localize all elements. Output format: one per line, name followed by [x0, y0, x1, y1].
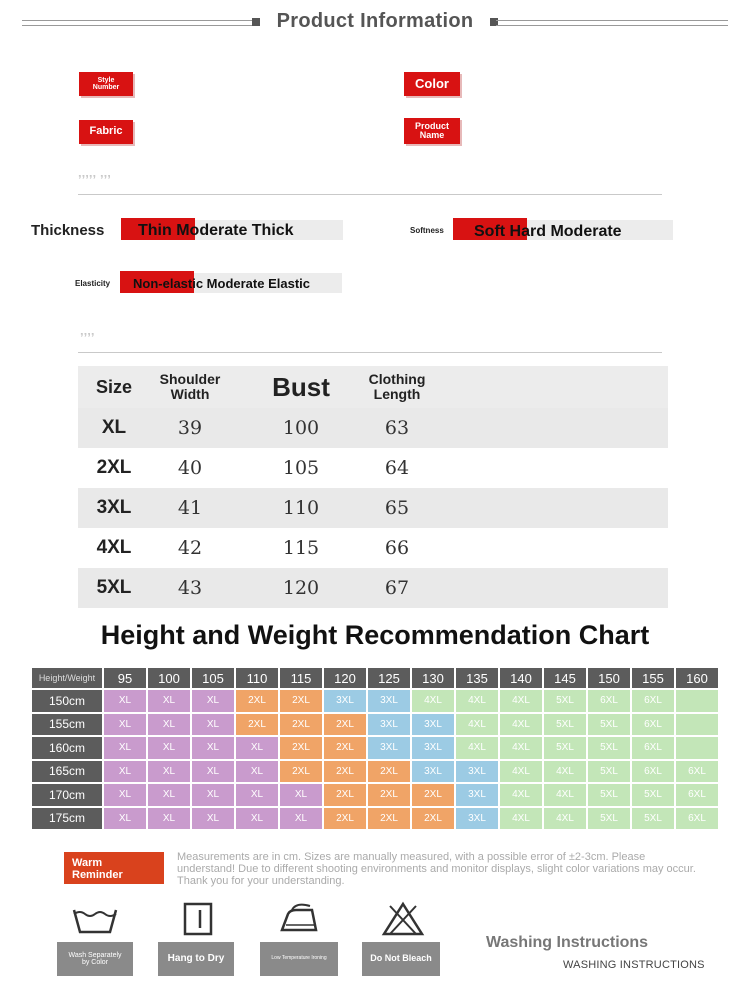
size-cell: XL [101, 417, 127, 438]
size-recommendation-cell: 5XL [588, 761, 630, 783]
size-recommendation-cell: XL [236, 761, 278, 783]
size-recommendation-cell: 4XL [500, 690, 542, 712]
color-tag: Color [404, 72, 460, 96]
size-recommendation-cell: 2XL [324, 737, 366, 759]
size-cell: 2XL [96, 457, 132, 478]
weight-header: 120 [324, 668, 366, 688]
size-cell: 5XL [96, 577, 132, 598]
size-recommendation-cell: 2XL [280, 714, 322, 736]
size-row [78, 448, 668, 488]
size-recommendation-cell: 6XL [676, 784, 718, 806]
size-recommendation-cell: 2XL [368, 808, 410, 830]
header-length-line2: Length [373, 386, 421, 402]
size-recommendation-cell: 2XL [280, 737, 322, 759]
no-bleach-icon [378, 900, 428, 938]
size-recommendation-cell: 3XL [456, 761, 498, 783]
size-recommendation-cell: 4XL [544, 761, 586, 783]
size-recommendation-cell: 3XL [412, 714, 454, 736]
size-recommendation-cell: XL [104, 761, 146, 783]
size-recommendation-cell: 3XL [368, 714, 410, 736]
faded-section-label: ’’’’’ ’’’ [78, 172, 112, 187]
shoulder-cell: 42 [177, 537, 203, 559]
size-recommendation-cell: 2XL [412, 784, 454, 806]
size-recommendation-cell: 4XL [500, 714, 542, 736]
size-recommendation-cell: XL [104, 714, 146, 736]
length-cell: 66 [384, 537, 410, 559]
thickness-options: Thin Moderate Thick [138, 222, 294, 239]
size-recommendation-cell: 2XL [368, 784, 410, 806]
size-recommendation-cell: XL [148, 690, 190, 712]
size-recommendation-cell: 3XL [368, 690, 410, 712]
size-recommendation-cell: 5XL [544, 714, 586, 736]
size-recommendation-cell: 6XL [632, 761, 674, 783]
size-recommendation-cell: 6XL [632, 690, 674, 712]
header-clothing-length [362, 366, 432, 408]
fabric-tag: Fabric [79, 120, 133, 144]
shoulder-cell: 39 [177, 417, 203, 439]
size-table-header [78, 366, 668, 408]
size-recommendation-cell: 5XL [632, 808, 674, 830]
weight-header: 105 [192, 668, 234, 688]
size-recommendation-cell: 6XL [588, 690, 630, 712]
size-recommendation-cell: 2XL [412, 808, 454, 830]
bust-cell: 110 [282, 497, 320, 519]
size-recommendation-cell: XL [148, 808, 190, 830]
length-cell: 64 [384, 457, 410, 479]
size-recommendation-cell: 4XL [456, 714, 498, 736]
header-shoulder-line1: Shoulder [159, 371, 221, 388]
size-recommendation-cell: 4XL [544, 784, 586, 806]
warm-reminder-line2: Reminder [72, 868, 123, 881]
size-recommendation-cell: 2XL [324, 808, 366, 830]
size-recommendation-cell [676, 690, 718, 712]
product-name-tag: Product Name [404, 118, 460, 144]
header-rule-right [496, 20, 728, 26]
bust-cell: 100 [282, 417, 320, 439]
size-recommendation-cell: 3XL [368, 737, 410, 759]
weight-header: 155 [632, 668, 674, 688]
bust-cell: 120 [282, 577, 320, 599]
header-length-line1: Clothing [368, 371, 426, 388]
bust-cell: 105 [282, 457, 320, 479]
size-recommendation-cell: XL [104, 690, 146, 712]
faded-size-label: ’’’’ [80, 330, 95, 345]
size-recommendation-cell: 6XL [676, 808, 718, 830]
size-recommendation-cell: 5XL [588, 784, 630, 806]
recommendation-title: Height and Weight Recommendation Chart [100, 620, 650, 650]
size-recommendation-cell: 2XL [324, 784, 366, 806]
size-recommendation-cell: 5XL [588, 737, 630, 759]
header-bust [266, 366, 336, 408]
hang-dry-icon [173, 900, 223, 938]
reminder-text: Measurements are in cm. Sizes are manually measured, with a possible error of ±2-3cm. Please understand! Due to different shooting environments and monitor displays, slight color variations may occur. Thank you for your understanding. [177, 851, 696, 888]
size-recommendation-cell: 3XL [324, 690, 366, 712]
hang-dry-label: Hang to Dry [158, 942, 234, 976]
shoulder-cell: 41 [177, 497, 203, 519]
weight-header: 95 [104, 668, 146, 688]
size-recommendation-cell: XL [148, 761, 190, 783]
size-recommendation-cell: 2XL [280, 761, 322, 783]
header-bust-label: Bust [272, 371, 330, 402]
softness-options: Soft Hard Moderate [474, 223, 622, 240]
height-header: 165cm [32, 761, 102, 783]
height-header: 155cm [32, 714, 102, 736]
size-recommendation-cell: 4XL [456, 690, 498, 712]
length-cell: 63 [384, 417, 410, 439]
weight-header: 160 [676, 668, 718, 688]
size-recommendation-cell: 5XL [588, 808, 630, 830]
wash-separately-label: Wash Separately by Color [57, 942, 133, 976]
size-recommendation-cell: 4XL [500, 737, 542, 759]
size-recommendation-cell: 6XL [632, 737, 674, 759]
size-cell: 3XL [96, 497, 132, 518]
size-recommendation-cell: XL [104, 784, 146, 806]
weight-header: 135 [456, 668, 498, 688]
thickness-label: Thickness [31, 222, 105, 239]
size-recommendation-cell: 2XL [236, 714, 278, 736]
washing-subtitle: WASHING INSTRUCTIONS [563, 959, 705, 971]
length-cell: 65 [384, 497, 410, 519]
size-recommendation-cell: XL [236, 737, 278, 759]
size-recommendation-cell: 2XL [324, 714, 366, 736]
recommendation-chart [32, 668, 720, 832]
warm-reminder-line1: Warm [72, 857, 103, 869]
header-shoulder-line2: Width [170, 386, 210, 402]
size-recommendation-cell: XL [104, 808, 146, 830]
size-recommendation-cell: XL [192, 784, 234, 806]
size-cell: 4XL [96, 537, 132, 558]
height-header: 170cm [32, 784, 102, 806]
size-recommendation-cell: 3XL [412, 737, 454, 759]
size-recommendation-cell: 6XL [632, 714, 674, 736]
weight-header: 125 [368, 668, 410, 688]
softness-label: Softness [410, 226, 444, 235]
size-recommendation-cell: XL [236, 784, 278, 806]
size-recommendation-cell: XL [104, 737, 146, 759]
size-recommendation-cell: 3XL [456, 784, 498, 806]
size-recommendation-cell: 4XL [412, 690, 454, 712]
elasticity-options: Non-elastic Moderate Elastic [133, 276, 310, 291]
chart-corner-label: Height/Weight [32, 668, 102, 688]
weight-header: 110 [236, 668, 278, 688]
size-recommendation-cell: XL [148, 714, 190, 736]
size-recommendation-cell: 3XL [412, 761, 454, 783]
weight-header: 100 [148, 668, 190, 688]
size-recommendation-cell: 4XL [544, 808, 586, 830]
size-row [78, 408, 668, 448]
size-recommendation-cell: 4XL [500, 784, 542, 806]
size-recommendation-cell: 3XL [456, 808, 498, 830]
size-recommendation-cell: XL [192, 690, 234, 712]
size-recommendation-cell: 2XL [368, 761, 410, 783]
size-divider [78, 352, 662, 353]
size-recommendation-cell: XL [192, 761, 234, 783]
height-header: 160cm [32, 737, 102, 759]
shoulder-cell: 43 [177, 577, 203, 599]
size-recommendation-cell: XL [148, 737, 190, 759]
section-divider [78, 194, 662, 195]
size-recommendation-cell: XL [148, 784, 190, 806]
size-recommendation-cell: XL [236, 808, 278, 830]
size-recommendation-cell: XL [192, 714, 234, 736]
weight-header: 130 [412, 668, 454, 688]
size-table [78, 366, 668, 608]
warm-reminder-badge [64, 852, 164, 884]
size-row [78, 528, 668, 568]
size-recommendation-cell: XL [192, 808, 234, 830]
size-recommendation-cell: 5XL [588, 714, 630, 736]
size-recommendation-cell: 4XL [500, 808, 542, 830]
length-cell: 67 [384, 577, 410, 599]
size-recommendation-cell: 4XL [456, 737, 498, 759]
size-recommendation-cell: 5XL [544, 690, 586, 712]
shoulder-cell: 40 [177, 457, 203, 479]
weight-header: 145 [544, 668, 586, 688]
size-recommendation-cell: XL [192, 737, 234, 759]
size-recommendation-cell: XL [280, 784, 322, 806]
size-recommendation-cell: 6XL [676, 761, 718, 783]
header-size: Size [95, 376, 133, 397]
bust-cell: 115 [282, 537, 320, 559]
size-row [78, 568, 668, 608]
weight-header: 150 [588, 668, 630, 688]
size-recommendation-cell [676, 714, 718, 736]
size-recommendation-cell: 5XL [632, 784, 674, 806]
size-recommendation-cell: 2XL [236, 690, 278, 712]
weight-header: 140 [500, 668, 542, 688]
size-recommendation-cell: 4XL [500, 761, 542, 783]
size-recommendation-cell: 5XL [544, 737, 586, 759]
page-title: Product Information [276, 10, 474, 32]
washing-title: Washing Instructions [486, 934, 649, 951]
do-not-bleach-label: Do Not Bleach [362, 942, 440, 976]
size-row [78, 488, 668, 528]
height-header: 175cm [32, 808, 102, 830]
size-recommendation-cell: XL [280, 808, 322, 830]
size-recommendation-cell: 2XL [324, 761, 366, 783]
low-temp-ironing-label: Low Temperature Ironing [260, 942, 338, 976]
elasticity-label: Elasticity [75, 279, 111, 288]
height-header: 150cm [32, 690, 102, 712]
wash-basin-icon [70, 900, 120, 938]
header-shoulder-width [156, 366, 224, 408]
size-recommendation-cell [676, 737, 718, 759]
size-recommendation-cell: 2XL [280, 690, 322, 712]
iron-icon [276, 900, 326, 938]
style-number-tag: Style Number [79, 72, 133, 96]
weight-header: 115 [280, 668, 322, 688]
